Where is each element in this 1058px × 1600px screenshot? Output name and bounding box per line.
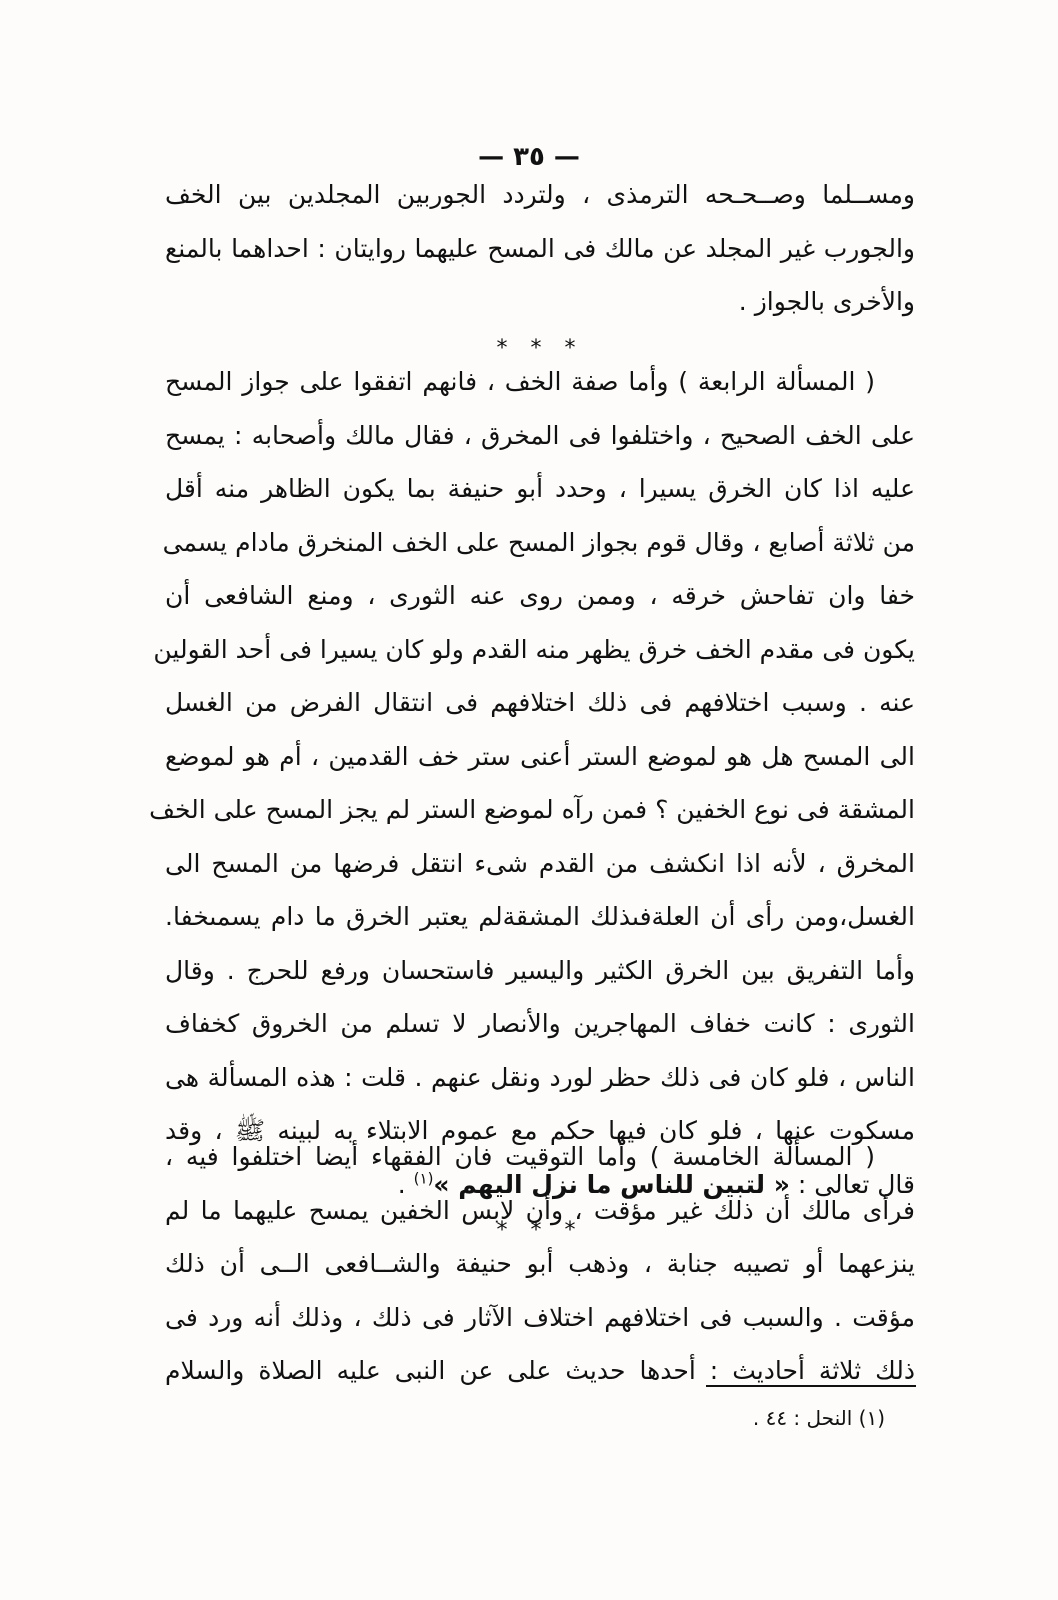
section-heading-line: ( المسألة الخامسة ) وأما التوقيت فان الفقهاء أيضا اختلفوا فيه ، <box>165 1142 875 1171</box>
section-separator: * * * <box>496 1218 584 1243</box>
text-line: عنه . وسبب اختلافهم فى ذلك اختلافهم فى انتقال الفرض من الغسل <box>165 688 915 717</box>
text-line: ذلك ثلاثة أحاديث : أحدها حديث على عن النبى عليه الصلاة والسلام <box>165 1356 915 1385</box>
text-line: خفا وان تفاحش خرقه ، وممن روى عنه الثورى ، ومنع الشافعى أن <box>165 581 915 610</box>
text-line: ومســلما وصــحـحه الترمذى ، ولتردد الجوربين المجلدين بين الخف <box>165 180 915 209</box>
quran-quote: « لتبين للناس ما نزل اليهم » <box>433 1169 790 1199</box>
footnote-reference: (١) <box>413 1169 434 1188</box>
text-line: وأما التفريق بين الخرق الكثير واليسير فاستحسان ورفع للحرج . وقال <box>165 955 915 985</box>
intro-paragraph <box>165 168 915 369</box>
page-number: — ٣٥ — <box>478 142 580 172</box>
footnote-divider <box>706 1385 916 1387</box>
text-line: مسكوت عنها ، فلو كان فيها حكم مع عموم الابتلاء به لبينه ﷺ ، وقد <box>165 1116 915 1145</box>
footnote: (١) النحل : ٤٤ . <box>752 1406 885 1430</box>
text-line: الناس ، فلو كان فى ذلك حظر لورد ونقل عنهم . قلت : هذه المسألة هى <box>165 1062 915 1092</box>
text-line: يكون فى مقدم الخف خرق يظهر منه القدم ولو كان يسيرا فى أحد القولين <box>153 634 915 664</box>
text-line: المشقة فى نوع الخفين ؟ فمن رآه لموضع الستر لم يجز المسح على الخف <box>149 795 915 824</box>
text-line: الثورى : كانت خفاف المهاجرين والأنصار لا تسلم من الخروق كخفاف <box>165 1009 915 1038</box>
fifth-issue-paragraph <box>165 1130 915 1398</box>
section-separator: * * * <box>496 335 584 361</box>
text-line: الى المسح هل هو لموضع الستر أعنى ستر خف القدمين ، أم هو لموضع <box>165 741 915 771</box>
text-line: فرأى مالك أن ذلك غير مؤقت ، وأن لابس الخفين يمسح عليهما ما لم <box>165 1195 915 1225</box>
text-line: عليه اذا كان الخرق يسيرا ، وحدد أبو حنيفة بما يكون الظاهر منه أقل <box>165 474 915 503</box>
text-line: المخرق ، لأنه اذا انكشف من القدم شىء انتقل فرضها من المسح الى <box>165 848 915 878</box>
text-line: على الخف الصحيح ، واختلفوا فى المخرق ، فقال مالك وأصحابه : يمسح <box>165 420 915 450</box>
quote-suffix: . <box>397 1169 414 1199</box>
quote-prefix: قال تعالى : <box>789 1169 915 1199</box>
section-heading-line: ( المسألة الرابعة ) وأما صفة الخف ، فانهم اتفقوا على جواز المسح <box>165 367 875 396</box>
text-line: مؤقت . والسبب فى اختلافهم اختلاف الآثار فى ذلك ، وذلك أنه ورد فى <box>165 1302 915 1332</box>
text-line: من ثلاثة أصابع ، وقال قوم بجواز المسح على الخف المنخرق مادام يسمى <box>162 527 915 557</box>
text-line: ينزعهما أو تصيبه جنابة ، وذهب أبو حنيفة والشــافعى الــى أن ذلك <box>165 1249 915 1278</box>
text-line: الغسل،ومن رأى أن العلةفىذلك المشقةلم يعتبر الخرق ما دام يسمىخفا. <box>165 902 915 931</box>
text-line: والأخرى بالجواز . <box>738 287 915 316</box>
text-line: والجورب غير المجلد عن مالك فى المسح عليهما روايتان : احداهما بالمنع <box>165 233 915 263</box>
fourth-issue-paragraph <box>149 355 915 1251</box>
